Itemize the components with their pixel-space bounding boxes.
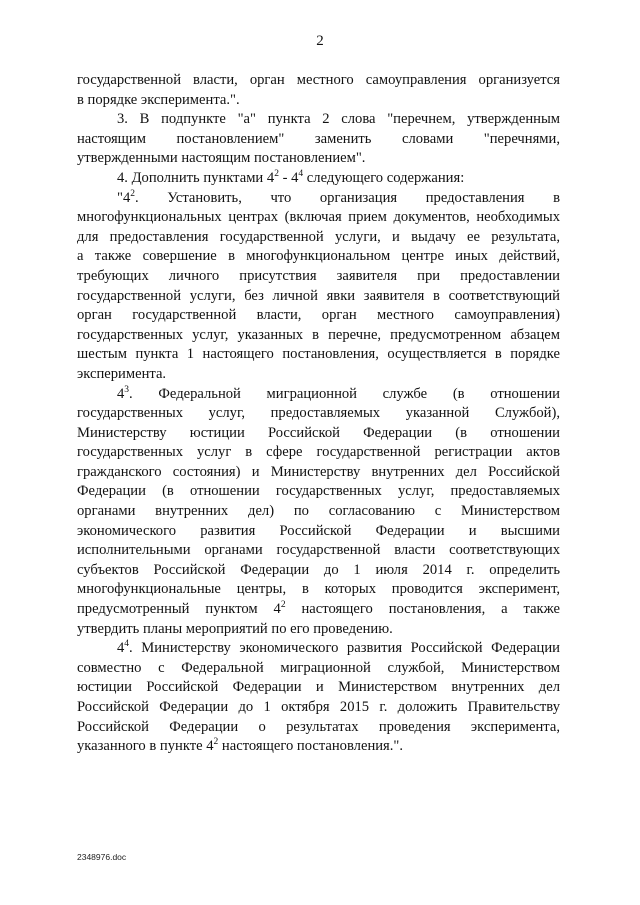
text-line: многофункциональных центрах (включая прием документов, необходимых — [77, 209, 560, 226]
text-line: требующих личного присутствия заявителя при предоставлении — [77, 267, 560, 284]
paragraph-continuation — [77, 71, 560, 110]
text-line: исполнительными органами государственной власти соответствующих — [77, 542, 560, 559]
text-line: Федерации (в отношении государственных услуг, предоставляемых — [77, 483, 560, 500]
text-line: настоящим постановлением" заменить словами "перечнями, — [77, 130, 560, 147]
text-line: в порядке эксперимента.". — [77, 91, 240, 108]
text-line: субъектов Российской Федерации до 1 июля 2014 г. определить — [77, 561, 560, 578]
superscript: 2 — [130, 188, 136, 199]
paragraph-item-4-3 — [77, 385, 560, 640]
text-fragment: 4 — [117, 640, 125, 657]
text-line: государственных услуг, предоставляемых указанной Службой), — [77, 405, 560, 422]
text-line: утвержденными настоящим постановлением". — [77, 150, 366, 167]
text-line: шестым пункта 1 настоящего постановления, осуществляется в порядке — [77, 346, 560, 363]
text-fragment: указанного в пункте 4 — [77, 738, 214, 755]
text-fragment: . Установить, что организация предоставления в — [135, 189, 560, 206]
text-fragment: 4. Дополнить пунктами 4 — [117, 169, 275, 186]
text-line — [77, 600, 560, 620]
text-line — [77, 385, 560, 405]
text-line: юстиции Российской Федерации и Министерством внутренних дел — [77, 679, 560, 696]
text-line: многофункциональные центры, в которых проводится эксперимент, — [77, 581, 560, 598]
text-line: совместно с Федеральной миграционной службой, Министерством — [77, 659, 560, 676]
text-fragment: предусмотренный пунктом 4 — [77, 601, 281, 618]
superscript: 3 — [124, 384, 130, 395]
text-line — [77, 189, 560, 209]
text-fragment: настоящего постановления.". — [218, 738, 404, 755]
text-fragment: 4 — [117, 385, 125, 402]
text-line: государственных услуг, указанных в перечне, предусмотренном абзацем — [77, 326, 560, 343]
text-line: гражданского состояния) и Министерству внутренних дел Российской — [77, 463, 560, 480]
page-number: 2 — [316, 33, 324, 49]
text-line: государственной власти, орган местного самоуправления организуется — [77, 72, 560, 88]
superscript: 2 — [280, 600, 286, 611]
text-line: для предоставления государственной услуги, и выдачу ее результата, — [77, 228, 560, 245]
document-body — [77, 71, 560, 757]
text-fragment: . Федеральной миграционной службе (в отношении — [129, 385, 560, 402]
text-line: утвердить планы мероприятий по его проведению. — [77, 620, 393, 637]
text-line: эксперимента. — [77, 365, 167, 382]
text-fragment: настоящего постановления, а также — [285, 601, 560, 618]
superscript: 4 — [124, 639, 130, 650]
superscript: 4 — [298, 168, 304, 179]
text-line: государственной услуги, без личной явки заявителя в соответствующий — [77, 287, 560, 304]
text-line: Российской Федерации о результатах проведения эксперимента, — [77, 718, 560, 735]
text-line: государственных услуг в сфере государственной регистрации актов — [77, 444, 560, 461]
text-fragment: . Министерству экономического развития Российской Федерации — [129, 640, 560, 657]
text-line — [77, 737, 560, 757]
document-file-code: 2348976.doc — [77, 852, 127, 862]
text-line — [77, 169, 560, 189]
text-fragment: следующего содержания: — [303, 169, 465, 186]
superscript: 2 — [274, 168, 279, 179]
text-line: Министерству юстиции Российской Федерации (в отношении — [77, 424, 560, 441]
superscript: 2 — [213, 737, 219, 748]
text-line: органами внутренних дел) по согласованию с Министерством — [77, 503, 560, 520]
text-line: а также совершение в многофункциональном центре иных действий, — [77, 248, 560, 265]
paragraph-item-3 — [77, 110, 560, 169]
text-fragment: - 4 — [278, 169, 299, 186]
paragraph-item-4-4 — [77, 639, 560, 757]
paragraph-item-4 — [77, 169, 560, 189]
text-line — [77, 639, 560, 659]
text-fragment: "4 — [117, 189, 131, 206]
text-line: орган государственной власти, орган местного самоуправления) — [77, 307, 560, 324]
text-line: Российской Федерации до 1 октября 2015 г. доложить Правительству — [77, 699, 560, 715]
text-line: 3. В подпункте "а" пункта 2 слова "перечнем, утвержденным — [117, 111, 560, 128]
text-line: экономического развития Российской Федерации и высшими — [77, 522, 560, 539]
paragraph-item-4-2 — [77, 189, 560, 385]
